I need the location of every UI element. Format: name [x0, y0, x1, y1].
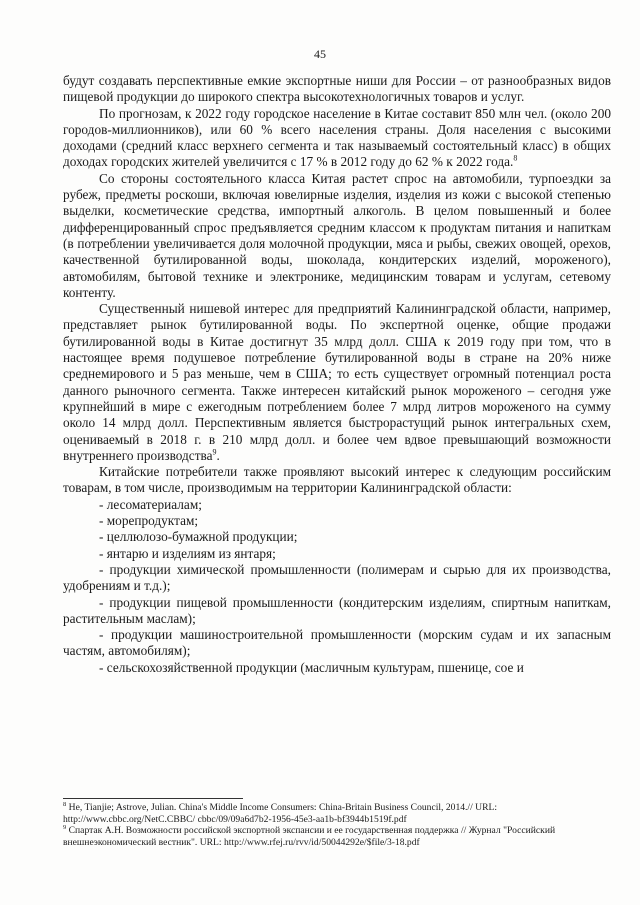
footnotes	[63, 802, 611, 848]
list-item: - янтарю и изделиям из янтаря;	[99, 545, 276, 561]
page-number: 45	[314, 47, 326, 61]
footnote-divider	[63, 798, 243, 799]
paragraph: Со стороны состоятельного класса Китая растет спрос на автомобили, турпоездки за рубеж, предметы роскоши, включая ювелирные изделия, изделия из кожи с высокой степенью выделки, косметические средства, импортный алкоголь. В целом повышенный и более дифференцированный спрос предъявляется средним классом к продуктам питания и напиткам (в потреблении увеличивается доля молочной продукции, мяса и рыбы, свежих овощей, орехов, качественной бутилированной воды, шоколада, кондитерских изделий, мороженого), автомобилям, бытовой технике и электронике, медицинским товарам и услугам, сетевому контенту.	[63, 170, 611, 300]
list-item: - продукции химической промышленности (полимерам и сырью для их производства, удобрениям и т.д.);	[63, 561, 611, 594]
list-item: - лесоматериалам;	[99, 496, 202, 512]
paragraph: Китайские потребители также проявляют высокий интерес к следующим российским товарам, в том числе, производимым на территории Калининградской области:	[63, 464, 611, 496]
list-item: - продукции машиностроительной промышленности (морским судам и их запасным частям, автомобилям);	[63, 627, 611, 659]
body-text	[63, 73, 611, 676]
paragraph: Существенный нишевой интерес для предприятий Калининградской области, например, представляет рынок бутилированной воды. По экспертной оценке, общие продажи бутилированной воды в Китае достигнут 35 млрд долл. США к 2019 году при том, что в настоящее время подушевое потребление бутилированной воды в стране на 20% ниже среднемирового и 5 раз меньше, чем в США; то есть существует огромный потенциал роста данного рыночного сегмента. Также интересен китайский рынок мороженого – сегодня уже крупнейший в мире с ежегодным потреблением более 7 млрд литров мороженого на сумму около 14 млрд долл. Перспективным является быстрорастущий рынок интегральных схем, оцениваемый в 2018 г. в 210 млрд долл. и более чем вдвое превышающий возможности внутреннего производства$^9$.	[63, 301, 611, 463]
footnote: $^9$ Спартак А.Н. Возможности российской экспортной экспансии и ее государственная поддержка // Журнал "Российский внешнеэкономический вестник". URL: http://www.rfej.ru/rvv/id/50044292e/$file/3-18.pdf	[63, 824, 556, 848]
list-item: - целлюлозо-бумажной продукции;	[99, 529, 298, 545]
list-item: - морепродуктам;	[99, 513, 199, 529]
footnote-ref[interactable]: 9	[212, 447, 217, 457]
footnote-ref[interactable]: 8	[513, 154, 518, 164]
list-item: - сельскохозяйственной продукции (масличным культурам, пшенице, сое и	[99, 659, 524, 675]
paragraph: По прогнозам, к 2022 году городское население в Китае составит 850 млн чел. (около 200 городов-миллионников), или 60 % всего населения страны. Доля населения с высокими доходами (средний класс верхнего сегмента и так называемый состоятельный класс) в общих доходах городских жителей увеличится с 17 % в 2012 году до 62 % к 2022 года.$^8$	[63, 105, 611, 170]
list-item: - продукции пищевой промышленности (кондитерским изделиям, спиртным напиткам, растительным маслам);	[63, 594, 611, 626]
footnote: $^8$ He, Tianjie; Astrove, Julian. China's Middle Income Consumers: China-Britain Business Council, 2014.// URL: http://www.cbbc.org/NetC.CBBC/ cbbc/09/09a6d7b2-1956-45e3-aa1b-bf3944b1519f.pdf	[63, 800, 498, 825]
paragraph: будут создавать перспективные емкие экспортные ниши для России – от разнообразных видов пищевой продукции до широкого спектра высокотехнологичных товаров и услуг.	[63, 73, 611, 105]
